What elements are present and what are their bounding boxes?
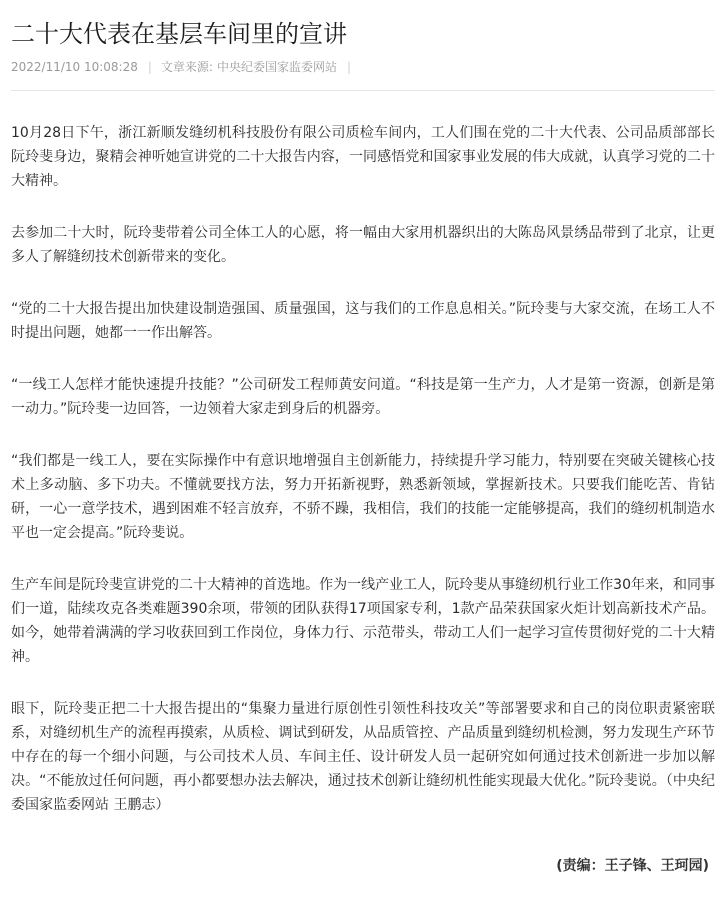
paragraph-2: 去参加二十大时，阮玲斐带着公司全体工人的心愿，将一幅由大家用机器织出的大陈岛风景绣品带到了北京，让更多人了解缝纫技术创新带来的变化。 — [11, 225, 715, 265]
header-divider — [11, 90, 715, 91]
paragraph-7: 眼下，阮玲斐正把二十大报告提出的“集聚力量进行原创性引领性科技攻关”等部署要求和自己的岗位职责紧密联系，对缝纫机生产的流程再摸索，从质检、调试到研发，从品质管控、产品质量到缝纫机检测，努力发现生产环节中存在的每一个细小问题，与公司技术人员、车间主任、设计研发人员一起研究如何通过技术创新进一步加以解决。“不能放过任何问题，再小都要想办法去解决，通过技术创新让缝纫机性能实现最大优化。”阮玲斐说。（中央纪委国家监委网站 王鹏志） — [11, 701, 715, 813]
paragraph-6: 生产车间是阮玲斐宣讲党的二十大精神的首选地。作为一线产业工人，阮玲斐从事缝纫机行业工作30年来，和同事们一道，陆续攻克各类难题390余项，带领的团队获得17项国家专利，1款产品荣获国家火炬计划高新技术产品。如今，她带着满满的学习收获回到工作岗位，身体力行、示范带头，带动工人们一起学习宣传贯彻好党的二十大精神。 — [11, 577, 715, 665]
source-label: 文章来源: — [160, 60, 213, 74]
paragraph-4: “一线工人怎样才能快速提升技能？”公司研发工程师黄安问道。“科技是第一生产力，人才是第一资源，创新是第一动力。”阮玲斐一边回答，一边领着大家走到身后的机器旁。 — [11, 377, 715, 417]
article-body — [11, 121, 715, 817]
article-title: 二十大代表在基层车间里的宣讲 — [11, 20, 347, 48]
paragraph-1: 10月28日下午，浙江新顺发缝纫机科技股份有限公司质检车间内，工人们围在党的二十大代表、公司品质部部长阮玲斐身边，聚精会神听她宣讲党的二十大报告内容，一同感悟党和国家事业发展的伟大成就，认真学习党的二十大精神。 — [11, 125, 715, 189]
meta-separator-trailing: | — [346, 60, 352, 74]
editor-credit: (责编：王子锋、王珂园) — [556, 858, 709, 874]
meta-separator: | — [147, 60, 152, 74]
paragraph-5: “我们都是一线工人，要在实际操作中有意识地增强自主创新能力，持续提升学习能力，特别要在突破关键核心技术上多动脑、多下功夫。不懂就要找方法，努力开拓新视野，熟悉新领域，掌握新技术。只要我们能吃苦、肯钻研，一心一意学技术，遇到困难不轻言放弃，不骄不躁，我相信，我们的技能一定能够提高，我们的缝纫机制造水平也一定会提高。”阮玲斐说。 — [11, 453, 715, 541]
paragraph-3: “党的二十大报告提出加快建设制造强国、质量强国，这与我们的工作息息相关。”阮玲斐与大家交流，在场工人不时提出问题，她都一一作出解答。 — [11, 301, 715, 341]
source-link[interactable]: 中央纪委国家监委网站 — [216, 60, 337, 74]
publish-date: 2022/11/10 10:08:28 — [11, 60, 138, 74]
article-meta — [11, 58, 715, 76]
